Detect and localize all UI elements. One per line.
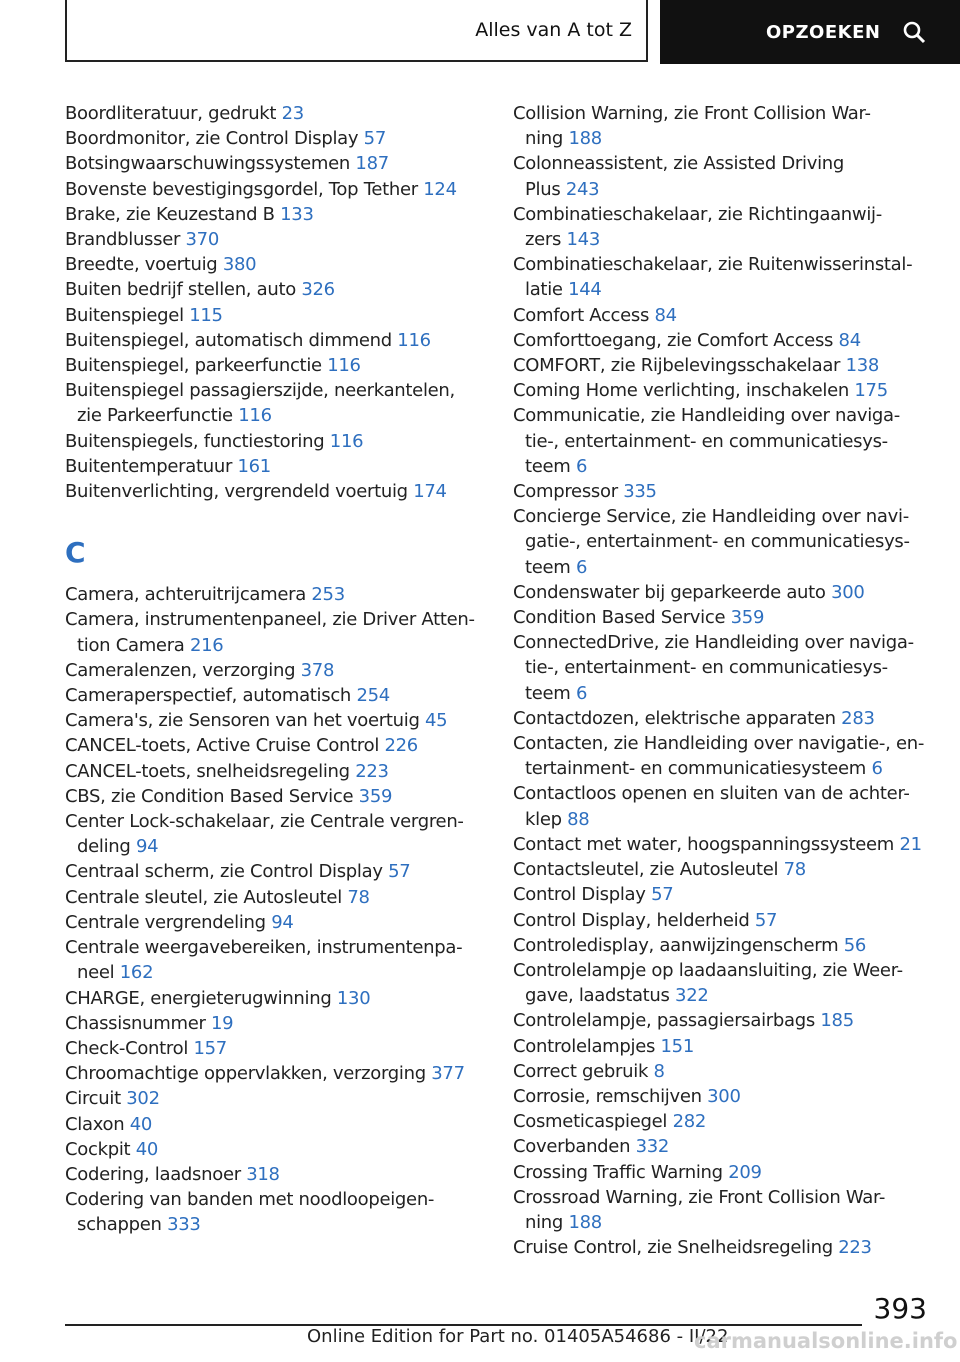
index-entry — [513, 958, 933, 1008]
index-entry-text: teem — [525, 455, 576, 477]
index-entry — [513, 151, 933, 201]
page-reference-link[interactable]: 174 — [413, 481, 447, 503]
page-reference-link[interactable]: 6 — [575, 455, 588, 477]
index-entry-text: Compressor — [513, 481, 624, 503]
index-entry — [513, 857, 933, 882]
index-entry-text: Combinatieschakelaar, zie Ruitenwisserinstal- — [513, 254, 913, 276]
page-reference-link[interactable]: 223 — [838, 1237, 872, 1259]
index-entry-text: Codering van banden met noodloopeigen- — [65, 1189, 435, 1211]
index-entry-text: teem — [525, 556, 576, 578]
index-entry — [65, 607, 485, 657]
index-entry-text: gave, laadstatus — [525, 985, 676, 1007]
index-entry — [65, 658, 485, 683]
index-entry-text: zers — [525, 229, 567, 251]
index-entry — [513, 605, 933, 630]
page-reference-link[interactable]: 138 — [845, 355, 880, 377]
index-entry-text: Buitenspiegel, automatisch dimmend — [65, 329, 398, 351]
index-entry-text: latie — [525, 279, 569, 301]
index-entry — [513, 303, 933, 328]
page-reference-link[interactable]: 133 — [280, 203, 314, 225]
index-entry-text: ning — [525, 128, 569, 150]
index-entry-text: Control Display, helderheid — [513, 909, 755, 931]
section-tab — [65, 0, 648, 62]
index-entry — [65, 303, 485, 328]
index-entry — [513, 252, 933, 302]
page-reference-link[interactable]: 283 — [841, 707, 875, 729]
page-reference-link[interactable]: 254 — [356, 685, 390, 707]
index-entry-text: Plus — [525, 178, 566, 200]
page-reference-link[interactable]: 88 — [567, 808, 590, 830]
page-reference-link[interactable]: 143 — [566, 229, 600, 251]
index-entry — [65, 252, 485, 277]
index-entry-text: Concierge Service, zie Handleiding over navi- — [513, 506, 909, 528]
index-entry — [65, 126, 485, 151]
page-reference-link[interactable]: 380 — [222, 254, 257, 276]
page-reference-link[interactable]: 187 — [355, 153, 389, 175]
index-entry-text: Centraal scherm, zie Control Display — [65, 861, 389, 883]
page-reference-link[interactable]: 57 — [754, 909, 778, 931]
index-entry-text: deling — [77, 836, 136, 858]
page-reference-link[interactable]: 377 — [431, 1063, 465, 1085]
page-reference-link[interactable]: 302 — [126, 1088, 160, 1110]
index-entry — [513, 1235, 933, 1260]
index-entry — [513, 328, 933, 353]
index-entry-text: Cameraperspectief, automatisch — [65, 685, 357, 707]
index-entry — [513, 353, 933, 378]
section-title: Alles van A tot Z — [475, 19, 632, 41]
page-reference-link[interactable]: 21 — [899, 833, 922, 855]
watermark: carmanualsonline.info — [694, 1329, 958, 1353]
index-entry-text: Brandblusser — [65, 229, 186, 251]
index-entry — [65, 101, 485, 126]
index-entry — [65, 1112, 485, 1137]
index-entry — [65, 277, 485, 302]
index-entry — [65, 177, 485, 202]
page-reference-link[interactable]: 45 — [425, 710, 448, 732]
index-entry — [65, 809, 485, 859]
page-reference-link[interactable]: 226 — [384, 735, 418, 757]
index-entry — [65, 1162, 485, 1187]
index-entry-text: teem — [525, 682, 576, 704]
index-entry — [65, 1061, 485, 1086]
search-label: OPZOEKEN — [766, 21, 881, 43]
index-entry-text: Check-Control — [65, 1037, 194, 1059]
index-entry — [65, 227, 485, 252]
index-entry-text: neel — [77, 962, 120, 984]
index-entry — [513, 378, 933, 403]
index-entry — [65, 935, 485, 985]
page-reference-link[interactable]: 19 — [211, 1012, 234, 1034]
index-entry — [65, 910, 485, 935]
index-entry — [65, 202, 485, 227]
index-entry — [513, 630, 933, 706]
index-entry — [513, 731, 933, 781]
index-entry-text: Condenswater bij geparkeerde auto — [513, 581, 832, 603]
index-entry-text: Cosmeticaspiegel — [513, 1111, 673, 1133]
index-entry-text: Control Display — [513, 884, 652, 906]
index-entry — [513, 504, 933, 580]
index-entry-text: Crossroad Warning, zie Front Collision War- — [513, 1186, 886, 1208]
index-column-right — [513, 101, 933, 1260]
page-reference-link[interactable]: 335 — [623, 481, 657, 503]
index-group-b — [65, 101, 485, 504]
index-entry — [65, 479, 485, 504]
index-entry-text: Buitenspiegel passagierszijde, neerkantelen, — [65, 380, 455, 402]
index-entry-text: CBS, zie Condition Based Service — [65, 785, 359, 807]
index-entry-text: Combinatieschakelaar, zie Richtingaanwij- — [513, 203, 882, 225]
page-reference-link[interactable]: 124 — [423, 178, 457, 200]
index-entry-text: Contact met water, hoogspanningssysteem — [513, 833, 900, 855]
page-reference-link[interactable]: 57 — [363, 128, 386, 150]
index-entry-text: Boordmonitor, zie Control Display — [65, 128, 364, 150]
page-reference-link[interactable]: 6 — [575, 682, 588, 704]
index-entry-text: Cockpit — [65, 1138, 136, 1160]
page-reference-link[interactable]: 116 — [397, 329, 431, 351]
index-entry — [65, 328, 485, 353]
index-entry-text: Buitenspiegels, functiestoring — [65, 430, 330, 452]
page-reference-link[interactable]: 370 — [185, 229, 219, 251]
index-entry-text: Bovenste bevestigingsgordel, Top Tether — [65, 178, 424, 200]
page-reference-link[interactable]: 378 — [300, 659, 335, 681]
page-reference-link[interactable]: 300 — [831, 581, 865, 603]
index-entry — [513, 781, 933, 831]
page-reference-link[interactable]: 78 — [347, 886, 370, 908]
index-entry — [513, 882, 933, 907]
index-entry-text: Controlelampjes — [513, 1035, 661, 1057]
page-reference-link[interactable]: 116 — [327, 355, 361, 377]
index-entry-text: Claxon — [65, 1113, 130, 1135]
index-entry-text: Contacten, zie Handleiding over navigatie-, en- — [513, 733, 925, 755]
page-reference-link[interactable]: 151 — [660, 1035, 694, 1057]
index-entry — [65, 1086, 485, 1111]
page-reference-link[interactable]: 40 — [135, 1138, 159, 1160]
index-entry-text: Coverbanden — [513, 1136, 636, 1158]
index-entry-text: Comforttoegang, zie Comfort Access — [513, 329, 839, 351]
index-entry-text: Codering, laadsnoer — [65, 1163, 247, 1185]
index-entry — [65, 784, 485, 809]
index-entry — [65, 1036, 485, 1061]
index-entry — [513, 1008, 933, 1033]
index-entry-text: Correct gebruik — [513, 1060, 654, 1082]
index-entry-text: klep — [525, 808, 568, 830]
page-reference-link[interactable]: 209 — [728, 1161, 762, 1183]
page-reference-link[interactable]: 56 — [843, 934, 867, 956]
index-entry-text: gatie-, entertainment- en communicatiesys- — [525, 531, 910, 553]
index-entry-text: Chassisnummer — [65, 1012, 212, 1034]
page-reference-link[interactable]: 326 — [301, 279, 335, 301]
index-entry — [513, 101, 933, 151]
index-entry-text: tie-, entertainment- en communicatiesys- — [525, 430, 888, 452]
page-reference-link[interactable]: 94 — [271, 911, 294, 933]
page-reference-link[interactable]: 300 — [707, 1085, 741, 1107]
index-entry-text: zie Parkeerfunctie — [77, 405, 239, 427]
page-reference-link[interactable]: 188 — [568, 128, 602, 150]
index-entry-text: Camera's, zie Sensoren van het voertuig — [65, 710, 425, 732]
index-entry-text: Coming Home verlichting, inschakelen — [513, 380, 855, 402]
index-entry-text: Controlelampje, passagiersairbags — [513, 1010, 821, 1032]
index-entry-text: Centrale weergavebereiken, instrumentenpa- — [65, 937, 463, 959]
page-reference-link[interactable]: 116 — [238, 405, 272, 427]
index-entry — [65, 582, 485, 607]
index-entry-text: CHARGE, energieterugwinning — [65, 987, 337, 1009]
index-entry-text: Centrale vergrendeling — [65, 911, 272, 933]
index-group-c — [65, 582, 485, 1237]
page-reference-link[interactable]: 157 — [193, 1037, 227, 1059]
index-entry-text: tion Camera — [77, 634, 190, 656]
page-reference-link[interactable]: 282 — [672, 1111, 707, 1133]
page-reference-link[interactable]: 84 — [838, 329, 861, 351]
index-entry — [65, 454, 485, 479]
page-reference-link[interactable]: 322 — [675, 985, 709, 1007]
index-entry-text: Controledisplay, aanwijzingenscherm — [513, 934, 844, 956]
index-entry — [513, 908, 933, 933]
index-entry — [65, 759, 485, 784]
index-entry-text: Centrale sleutel, zie Autosleutel — [65, 886, 348, 908]
index-entry-text: Condition Based Service — [513, 607, 731, 629]
index-entry — [513, 832, 933, 857]
index-entry — [65, 378, 485, 428]
index-entry-text: Crossing Traffic Warning — [513, 1161, 729, 1183]
index-entry — [65, 1137, 485, 1162]
index-entry-text: Buiten bedrijf stellen, auto — [65, 279, 302, 301]
page-reference-link[interactable]: 144 — [568, 279, 602, 301]
index-entry — [65, 683, 485, 708]
index-entry — [513, 1160, 933, 1185]
page-reference-link[interactable]: 223 — [355, 760, 389, 782]
index-group-c-continued — [513, 101, 933, 1260]
index-entry-text: Chroomachtige oppervlakken, verzorging — [65, 1063, 432, 1085]
index-letter-heading: C — [65, 536, 86, 570]
index-entry — [513, 706, 933, 731]
index-entry-text: tie-, entertainment- en communicatiesys- — [525, 657, 888, 679]
footer-edition: Online Edition for Part no. 01405A54686 - II/22 — [307, 1326, 729, 1347]
page-reference-link[interactable]: 84 — [654, 304, 677, 326]
index-entry-text: Contactloos openen en sluiten van de achter- — [513, 783, 910, 805]
index-entry-text: Brake, zie Keuzestand B — [65, 203, 281, 225]
index-entry-text: Buitentemperatuur — [65, 455, 238, 477]
page-reference-link[interactable]: 78 — [783, 859, 806, 881]
page-reference-link[interactable]: 57 — [651, 884, 674, 906]
page-reference-link[interactable]: 6 — [575, 556, 588, 578]
page-reference-link[interactable]: 318 — [246, 1163, 280, 1185]
index-entry — [65, 733, 485, 758]
index-entry — [65, 859, 485, 884]
index-entry — [513, 1109, 933, 1134]
search-icon — [902, 20, 926, 44]
index-entry-text: Camera, achteruitrijcamera — [65, 584, 312, 606]
page-reference-link[interactable]: 116 — [329, 430, 364, 452]
index-entry-text: Center Lock-schakelaar, zie Centrale vergren- — [65, 811, 464, 833]
index-entry-text: Buitenspiegel, parkeerfunctie — [65, 355, 328, 377]
index-entry-text: Corrosie, remschijven — [513, 1085, 708, 1107]
index-entry-text: Contactdozen, elektrische apparaten — [513, 707, 842, 729]
index-entry-text: Cameralenzen, verzorging — [65, 659, 301, 681]
index-entry — [513, 479, 933, 504]
index-entry — [65, 986, 485, 1011]
page-reference-link[interactable]: 253 — [311, 584, 345, 606]
index-entry-text: Buitenspiegel — [65, 304, 190, 326]
index-entry-text: tertainment- en communicatiesysteem — [525, 758, 872, 780]
page-reference-link[interactable]: 243 — [565, 178, 600, 200]
page-reference-link[interactable]: 23 — [281, 103, 304, 124]
search-button[interactable] — [660, 0, 960, 64]
index-entry-text: Cruise Control, zie Snelheidsregeling — [513, 1237, 839, 1259]
page-reference-link[interactable]: 57 — [388, 861, 411, 883]
index-entry — [513, 202, 933, 252]
page-reference-link[interactable]: 359 — [730, 607, 765, 629]
page-reference-link[interactable]: 8 — [653, 1060, 665, 1082]
index-entry — [65, 429, 485, 454]
index-entry — [65, 1187, 485, 1237]
index-entry-text: CANCEL-toets, Active Cruise Control — [65, 735, 385, 757]
index-entry-text: schappen — [77, 1214, 168, 1236]
index-entry-text: Botsingwaarschuwingssystemen — [65, 153, 356, 175]
index-entry — [513, 1185, 933, 1235]
index-entry-text: Comfort Access — [513, 304, 655, 326]
index-entry — [513, 933, 933, 958]
page-reference-link[interactable]: 332 — [635, 1136, 670, 1158]
page-reference-link[interactable]: 94 — [135, 836, 159, 858]
page-reference-link[interactable]: 185 — [820, 1010, 854, 1032]
index-entry — [513, 580, 933, 605]
page-reference-link[interactable]: 333 — [167, 1214, 201, 1236]
page-reference-link[interactable]: 175 — [854, 380, 888, 402]
index-entry-text: Colonneassistent, zie Assisted Driving — [513, 153, 845, 175]
page-reference-link[interactable]: 161 — [237, 455, 271, 477]
index-entry-text: ConnectedDrive, zie Handleiding over naviga- — [513, 632, 914, 654]
page-reference-link[interactable]: 188 — [568, 1211, 602, 1233]
index-entry-text: Contactsleutel, zie Autosleutel — [513, 859, 784, 881]
index-entry — [513, 1059, 933, 1084]
index-entry — [65, 708, 485, 733]
index-entry-text: Controlelampje op laadaansluiting, zie Weer- — [513, 959, 903, 981]
index-entry — [513, 1084, 933, 1109]
index-entry-text: ning — [525, 1211, 569, 1233]
index-column-left — [65, 101, 485, 1238]
page-reference-link[interactable]: 115 — [189, 304, 223, 326]
page-number: 393 — [873, 1292, 927, 1325]
index-entry — [513, 403, 933, 479]
index-entry — [513, 1134, 933, 1159]
index-entry — [65, 353, 485, 378]
index-entry-text: Boordliteratuur, gedrukt — [65, 103, 282, 124]
index-entry-text: CANCEL-toets, snelheidsregeling — [65, 760, 356, 782]
index-entry — [65, 151, 485, 176]
page-reference-link[interactable]: 130 — [336, 987, 371, 1009]
index-entry-text: COMFORT, zie Rijbelevingsschakelaar — [513, 355, 846, 377]
index-entry-text: Circuit — [65, 1088, 127, 1110]
index-entry-text: Breedte, voertuig — [65, 254, 223, 276]
page-reference-link[interactable]: 162 — [119, 962, 154, 984]
index-entry — [65, 885, 485, 910]
page-reference-link[interactable]: 359 — [358, 785, 393, 807]
index-entry-text: Communicatie, zie Handleiding over naviga- — [513, 405, 900, 427]
index-entry — [65, 1011, 485, 1036]
index-entry-text: Buitenverlichting, vergrendeld voertuig — [65, 481, 414, 503]
index-entry-text: Collision Warning, zie Front Collision War- — [513, 103, 871, 124]
index-entry — [513, 1034, 933, 1059]
index-entry-text: Camera, instrumentenpaneel, zie Driver Atten- — [65, 609, 475, 631]
page-reference-link[interactable]: 216 — [189, 634, 224, 656]
page-reference-link[interactable]: 40 — [129, 1113, 153, 1135]
page-reference-link[interactable]: 6 — [871, 758, 883, 780]
